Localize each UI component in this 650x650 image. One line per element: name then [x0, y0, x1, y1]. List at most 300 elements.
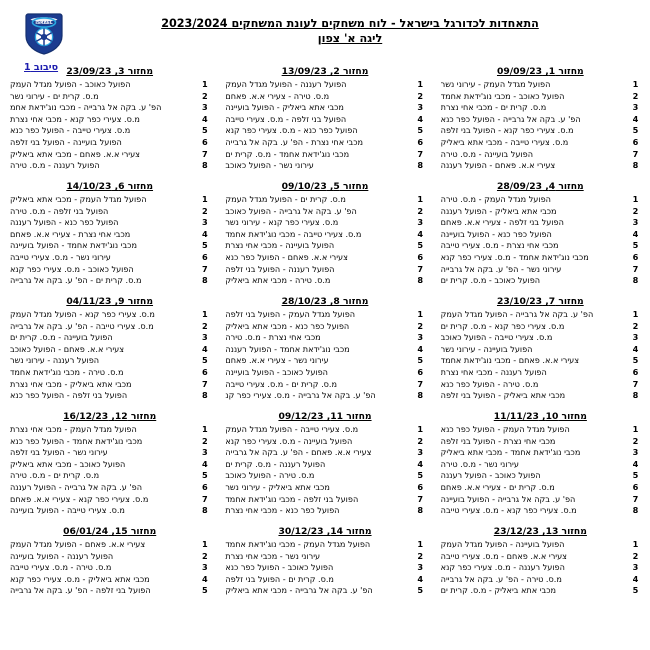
match-number: 1	[632, 424, 639, 434]
round-header: מחזור 7, 23/10/23	[496, 296, 584, 307]
round-block	[435, 296, 646, 411]
match-teams: מכבי אחי נצרת - צעירי א.א. פאחם	[10, 228, 131, 239]
round-header: מחזור 4, 28/09/23	[496, 181, 584, 192]
match-number: 4	[632, 343, 639, 354]
match-teams: הפועל כפר כנא - מ.ס. צעירי כפר קנא	[225, 125, 358, 136]
match-row	[441, 344, 642, 356]
match-teams: הפועל רעננה - מ.ס. טירה	[10, 160, 100, 171]
match-row	[10, 332, 211, 344]
match-row	[225, 137, 426, 149]
match-teams: מ.ס. טירה - צעירי א.א. פאחם	[225, 90, 330, 101]
match-number: 4	[417, 228, 424, 239]
match-number: 5	[417, 585, 424, 596]
match-teams: מ.ס. טירה - מ.ס. צעירי טייבה	[10, 562, 112, 573]
round-match-list	[8, 539, 211, 597]
match-teams: הפ' ע. בקה אל גרבייה - מכבי אתא ביאליק	[225, 585, 373, 596]
round-block	[435, 411, 646, 526]
match-row	[225, 459, 426, 471]
round-match-list	[439, 79, 642, 172]
match-row	[441, 309, 642, 321]
round-block	[4, 66, 215, 181]
match-row	[441, 355, 642, 367]
round-header: מחזור 11, 09/12/23	[278, 411, 372, 422]
match-row	[225, 125, 426, 137]
match-teams: הפ' ע. בקה אל גרבייה - הפועל כאוכב	[225, 205, 357, 216]
match-teams: מ.ס. צעירי כפר קנא - מכבי אחי נצרת	[10, 113, 140, 124]
round-match-list	[439, 424, 642, 517]
round-match-list	[8, 309, 211, 402]
match-number: 6	[632, 136, 639, 147]
match-number: 7	[632, 148, 639, 159]
match-number: 4	[201, 113, 208, 124]
match-row	[225, 114, 426, 126]
match-number: 3	[417, 332, 424, 343]
match-number: 6	[632, 366, 639, 377]
page-title	[140, 16, 560, 46]
match-row	[225, 539, 426, 551]
match-number: 1	[632, 194, 639, 204]
match-teams: מ.ס. טירה - מכבי אתא ביאליק	[225, 275, 331, 286]
match-number: 8	[632, 160, 639, 171]
round-match-list	[223, 79, 426, 172]
match-teams: מכבי אחי נצרת - מ.ס. טירה	[225, 332, 321, 343]
match-teams: הפועל כפר כנא - מכבי אחי נצרת	[225, 505, 340, 516]
match-teams: מ.ס. צעירי טייבה - מכבי נוג'ידאת אחמד	[225, 228, 362, 239]
match-number: 5	[201, 240, 208, 251]
match-row	[441, 470, 642, 482]
match-row	[10, 459, 211, 471]
match-row	[10, 252, 211, 264]
match-row	[441, 240, 642, 252]
match-number: 5	[201, 125, 208, 136]
match-row	[225, 252, 426, 264]
match-teams: הפועל מגדל העמק - מ.ס. טירה	[440, 194, 551, 204]
match-number: 1	[201, 424, 208, 434]
match-teams: מ.ס. צעירי כפר קנא - עירוני נשר	[225, 217, 339, 228]
match-number: 8	[201, 160, 208, 171]
match-number: 3	[417, 217, 424, 228]
round-match-list	[8, 79, 211, 172]
round-match-list	[223, 539, 426, 597]
ifa-shield-logo	[24, 12, 64, 56]
match-row	[10, 309, 211, 321]
match-row	[10, 585, 211, 597]
round-match-list	[223, 309, 426, 402]
match-number: 7	[201, 263, 208, 274]
match-teams: מכבי אחי נצרת - הפ' ע. בקה אל גרבייה	[225, 136, 363, 147]
match-teams: הפועל בועיינה - מ.ס. קרית ים	[10, 332, 113, 343]
match-row	[441, 367, 642, 379]
match-row	[225, 562, 426, 574]
match-number: 2	[201, 90, 208, 101]
match-number: 7	[417, 493, 424, 504]
match-row	[225, 240, 426, 252]
match-row	[225, 390, 426, 402]
match-number: 3	[417, 447, 424, 458]
round-header: מחזור 10, 11/11/23	[493, 411, 587, 422]
match-row	[225, 574, 426, 586]
match-number: 5	[201, 585, 208, 596]
match-number: 6	[417, 366, 424, 377]
match-number: 7	[417, 148, 424, 159]
match-number: 1	[201, 539, 208, 549]
match-teams: הפועל מגדל העמק - עירוני נשר	[440, 79, 551, 89]
match-teams: מכבי נוג'ידאת אחמד - מ.ס. צעירי כפר קנא	[440, 251, 589, 262]
round-block	[219, 296, 430, 411]
match-row	[225, 494, 426, 506]
match-teams: עירוני נשר - צעירי א.א. פאחם	[225, 355, 329, 366]
round-match-list	[223, 424, 426, 517]
match-number: 8	[417, 275, 424, 286]
match-teams: הפועל כאוכב - מ.ס. קרית ים	[440, 275, 541, 286]
match-number: 1	[201, 79, 208, 89]
match-number: 5	[632, 470, 639, 481]
match-row	[225, 482, 426, 494]
match-teams: הפועל בני זלפה - מ.ס. צעירי טייבה	[225, 113, 347, 124]
match-number: 6	[632, 481, 639, 492]
match-row	[441, 585, 642, 597]
match-teams: מ.ס. קרית ים - הפ' ע. בקה אל גרבייה	[10, 275, 142, 286]
match-number: 6	[201, 251, 208, 262]
round-match-list	[439, 309, 642, 402]
match-row	[441, 539, 642, 551]
round-header: מחזור 1, 09/09/23	[496, 66, 584, 77]
match-teams: הפועל בועיינה - הפועל מגדל העמק	[440, 539, 565, 549]
match-number: 7	[417, 378, 424, 389]
match-row	[225, 367, 426, 379]
match-number: 8	[417, 390, 424, 401]
match-teams: הפ' ע. בקה אל גרבייה - הפועל כפר כנא	[440, 113, 581, 124]
match-row	[225, 79, 426, 91]
match-teams: מ.ס. קרית ים - צעירי א.א. פאחם	[440, 481, 555, 492]
match-teams: הפועל רעננה - הפועל מגדל העמק	[225, 79, 347, 89]
match-teams: מכבי אתא ביאליק - עירוני נשר	[225, 481, 330, 492]
match-number: 8	[201, 275, 208, 286]
round-match-list	[8, 424, 211, 517]
match-number: 5	[632, 355, 639, 366]
match-row	[441, 264, 642, 276]
match-number: 6	[632, 251, 639, 262]
match-row	[441, 459, 642, 471]
round-block	[4, 526, 215, 641]
match-number: 1	[632, 539, 639, 549]
match-row	[10, 482, 211, 494]
match-number: 2	[201, 550, 208, 561]
match-row	[10, 390, 211, 402]
match-number: 4	[201, 343, 208, 354]
match-row	[441, 332, 642, 344]
match-teams: הפ' ע. בקה אל גרבייה - מ.ס. צעירי כפר קנ	[225, 390, 376, 401]
round-match-list	[223, 194, 426, 287]
match-row	[10, 470, 211, 482]
match-teams: מ.ס. קרית ים - הפועל מגדל העמק	[225, 194, 346, 204]
round-header: מחזור 12, 16/12/23	[63, 411, 157, 422]
match-number: 1	[201, 194, 208, 204]
match-number: 8	[417, 160, 424, 171]
match-teams: הפועל כפר כנא - הפועל בועיינה	[440, 228, 552, 239]
round-block	[435, 526, 646, 641]
match-teams: צעירי א.א. פאחם - מכבי נוג'ידאת אחמד	[440, 355, 580, 366]
match-row	[441, 229, 642, 241]
round-block	[4, 181, 215, 296]
match-number: 5	[201, 355, 208, 366]
match-number: 6	[201, 481, 208, 492]
match-number: 7	[201, 493, 208, 504]
round-header: מחזור 8, 28/10/23	[281, 296, 369, 307]
match-teams: מ.ס. קרית ים - מ.ס. צעירי טייבה	[225, 378, 338, 389]
match-teams: הפועל כפר כנא - הפועל רעננה	[10, 217, 119, 228]
match-row	[225, 379, 426, 391]
match-row	[225, 470, 426, 482]
match-number: 4	[632, 113, 639, 124]
match-number: 6	[417, 251, 424, 262]
match-number: 5	[632, 585, 639, 596]
match-number: 1	[417, 539, 424, 549]
match-number: 2	[632, 550, 639, 561]
match-teams: מ.ס. טירה - הפועל כאוכב	[225, 470, 315, 481]
match-number: 4	[632, 228, 639, 239]
match-number: 5	[417, 240, 424, 251]
match-row	[441, 160, 642, 172]
match-number: 4	[632, 573, 639, 584]
match-row	[10, 494, 211, 506]
match-teams: הפועל בני זלפה - הפועל כפר כנא	[10, 390, 128, 401]
match-row	[10, 551, 211, 563]
match-row	[225, 585, 426, 597]
match-number: 7	[417, 263, 424, 274]
match-teams: עירוני נשר - מ.ס. טירה	[440, 458, 519, 469]
match-row	[225, 229, 426, 241]
match-teams: מכבי נוג'ידאת אחמד - מכבי אתא ביאליק	[440, 447, 581, 458]
match-teams: הפועל בועיינה - הפועל בני זלפה	[10, 136, 122, 147]
match-teams: הפ' ע. בקה אל גרבייה - הפועל מגדל העמק	[440, 309, 594, 319]
match-teams: מ.ס. צעירי טייבה - הפועל מגדל העמק	[225, 424, 359, 434]
match-row	[441, 206, 642, 218]
match-row	[10, 125, 211, 137]
match-teams: מכבי אתא ביאליק - מכבי אחי נצרת	[10, 378, 132, 389]
round-header: מחזור 6, 14/10/23	[66, 181, 154, 192]
match-number: 3	[201, 332, 208, 343]
match-row	[225, 355, 426, 367]
match-number: 2	[417, 90, 424, 101]
match-teams: הפועל בועיינה - עירוני נשר	[440, 343, 533, 354]
match-row	[441, 194, 642, 206]
match-teams: הפועל כאוכב - הפועל כפר כנא	[225, 562, 334, 573]
match-row	[10, 137, 211, 149]
round-block	[219, 526, 430, 641]
match-teams: מכבי נוג'ידאת אחמד - הפועל רעננה	[225, 343, 350, 354]
round-header: מחזור 14, 30/12/23	[278, 526, 372, 537]
round-match-list	[8, 194, 211, 287]
match-row	[441, 436, 642, 448]
round-block	[219, 411, 430, 526]
match-number: 4	[201, 458, 208, 469]
match-row	[225, 551, 426, 563]
match-teams: מ.ס. צעירי טייבה - הפועל כאוכב	[440, 332, 553, 343]
match-number: 8	[632, 505, 639, 516]
match-teams: צעירי א.א. פאחם - הפ' ע. בקה אל גרבייה	[225, 447, 372, 458]
match-row	[225, 91, 426, 103]
match-row	[10, 217, 211, 229]
match-teams: הפועל כאוכב - מכבי נוג'ידאת אחמד	[440, 90, 565, 101]
match-teams: מ.ס. קרית ים - הפועל בני זלפה	[225, 573, 334, 584]
match-teams: מ.ס. קרית ים - מ.ס. טירה	[10, 470, 100, 481]
match-number: 4	[201, 573, 208, 584]
match-teams: מ.ס. צעירי כפר קנא - צעירי א.א. פאחם	[10, 493, 149, 504]
match-row	[225, 344, 426, 356]
match-teams: הפועל בועיינה - מ.ס. צעירי כפר קנא	[225, 435, 353, 446]
match-number: 2	[201, 205, 208, 216]
match-row	[10, 379, 211, 391]
match-number: 6	[201, 366, 208, 377]
match-row	[10, 355, 211, 367]
match-row	[10, 229, 211, 241]
match-row	[441, 551, 642, 563]
match-row	[441, 494, 642, 506]
match-row	[225, 424, 426, 436]
match-row	[441, 114, 642, 126]
page-title-line-2: ליגה א' צפון	[317, 32, 383, 45]
match-number: 4	[417, 458, 424, 469]
round-match-list	[439, 539, 642, 597]
match-number: 8	[201, 505, 208, 516]
round-block	[4, 296, 215, 411]
match-teams: מכבי אתא ביאליק - הפועל רעננה	[440, 205, 557, 216]
match-number: 8	[201, 390, 208, 401]
match-teams: הפועל מגדל העמק - הפועל בני זלפה	[225, 309, 356, 319]
round-header: מחזור 15, 06/01/24	[63, 526, 157, 537]
match-teams: הפועל כאוכב - הפועל מגדל העמק	[10, 79, 131, 89]
match-number: 2	[417, 205, 424, 216]
match-teams: הפועל בני זלפה - מכבי נוג'ידאת אחמד	[225, 493, 359, 504]
logo-text: ISRAEL	[35, 21, 53, 26]
match-row	[10, 447, 211, 459]
match-row	[225, 194, 426, 206]
match-number: 1	[417, 79, 424, 89]
match-number: 6	[417, 136, 424, 147]
match-number: 8	[632, 275, 639, 286]
match-row	[10, 160, 211, 172]
match-row	[441, 321, 642, 333]
match-row	[10, 367, 211, 379]
match-teams: הפועל בני זלפה - צעירי א.א. פאחם	[440, 217, 564, 228]
match-number: 5	[632, 125, 639, 136]
match-row	[10, 436, 211, 448]
match-number: 2	[632, 435, 639, 446]
match-number: 1	[417, 309, 424, 319]
match-row	[441, 91, 642, 103]
schedule-grid	[4, 66, 646, 641]
match-number: 3	[632, 562, 639, 573]
match-row	[441, 482, 642, 494]
round-block	[219, 66, 430, 181]
match-row	[441, 102, 642, 114]
match-teams: הפועל כאוכב - מ.ס. צעירי כפר קנא	[10, 263, 134, 274]
match-teams: מכבי אתא ביאליק - הפועל בני זלפה	[440, 390, 566, 401]
match-row	[225, 149, 426, 161]
match-number: 1	[417, 424, 424, 434]
match-teams: הפועל מגדל העמק - הפועל כפר כנא	[440, 424, 570, 434]
match-row	[10, 275, 211, 287]
match-number: 3	[632, 102, 639, 113]
match-teams: מ.ס. טירה - הפועל כפר כנא	[440, 378, 539, 389]
match-row	[225, 436, 426, 448]
match-row	[225, 332, 426, 344]
match-row	[10, 574, 211, 586]
match-number: 3	[201, 447, 208, 458]
match-number: 6	[201, 136, 208, 147]
match-number: 3	[417, 562, 424, 573]
round-header: מחזור 9, 04/11/23	[66, 296, 154, 307]
match-row	[441, 505, 642, 517]
match-teams: הפועל רעננה - מ.ס. קרית ים	[225, 458, 326, 469]
match-teams: הפועל כאוכב - הפועל רעננה	[440, 470, 541, 481]
match-number: 7	[632, 493, 639, 504]
round-header: מחזור 13, 23/12/23	[493, 526, 587, 537]
match-teams: הפועל מגדל העמק - מכבי אתא ביאליק	[10, 194, 147, 204]
match-number: 2	[417, 550, 424, 561]
round-block	[435, 181, 646, 296]
match-number: 8	[632, 390, 639, 401]
match-number: 3	[632, 217, 639, 228]
match-row	[225, 217, 426, 229]
match-row	[225, 102, 426, 114]
match-row	[10, 321, 211, 333]
match-teams: מכבי נוג'ידאת אחמד - מ.ס. קרית ים	[225, 148, 350, 159]
match-row	[10, 114, 211, 126]
match-row	[10, 79, 211, 91]
match-teams: הפועל רעננה - עירוני נשר	[10, 355, 100, 366]
match-teams: מ.ס. צעירי טייבה - הפועל כפר כנא	[10, 125, 131, 136]
match-number: 5	[417, 470, 424, 481]
match-row	[225, 321, 426, 333]
match-teams: צעירי א.א. פאחם - הפועל מגדל העמק	[10, 539, 146, 549]
match-teams: מ.ס. צעירי טייבה - מכבי אתא ביאליק	[440, 136, 569, 147]
match-teams: הפועל כאוכב - הפועל בועיינה	[225, 366, 328, 377]
match-row	[441, 275, 642, 287]
match-teams: הפ' ע. בקה אל גרבייה - הפועל רעננה	[10, 481, 142, 492]
match-number: 7	[632, 263, 639, 274]
match-row	[10, 562, 211, 574]
match-number: 3	[632, 332, 639, 343]
match-row	[225, 505, 426, 517]
page-title-line-1: התאחדות לכדורגל בישראל - לוח משחקים לעונת המשחקים 2023/2024	[161, 17, 539, 30]
round-header: מחזור 3, 23/09/23	[66, 66, 154, 77]
match-teams: מ.ס. קרית ים - מכבי אחי נצרת	[440, 102, 547, 113]
round-header: מחזור 2, 13/09/23	[281, 66, 369, 77]
match-number: 1	[632, 309, 639, 319]
match-row	[441, 125, 642, 137]
match-row	[441, 149, 642, 161]
match-number: 1	[632, 79, 639, 89]
match-row	[10, 264, 211, 276]
match-teams: מ.ס. קרית ים - עירוני נשר	[10, 90, 99, 101]
match-row	[10, 149, 211, 161]
match-number: 3	[632, 447, 639, 458]
match-number: 4	[417, 113, 424, 124]
round-block	[219, 181, 430, 296]
match-number: 3	[417, 102, 424, 113]
match-teams: הפועל רעננה - הפועל בני זלפה	[225, 263, 335, 274]
match-row	[225, 160, 426, 172]
match-teams: מ.ס. צעירי כפר קנא - מ.ס. קרית ים	[440, 320, 565, 331]
match-teams: עירוני נשר - מ.ס. צעירי טייבה	[10, 251, 111, 262]
match-teams: צעירי א.א. פאחם - הפועל כפר כנא	[225, 251, 348, 262]
match-row	[225, 309, 426, 321]
match-teams: עירוני נשר - הפועל כאוכב	[225, 160, 314, 171]
round-match-list	[439, 194, 642, 287]
match-row	[441, 574, 642, 586]
